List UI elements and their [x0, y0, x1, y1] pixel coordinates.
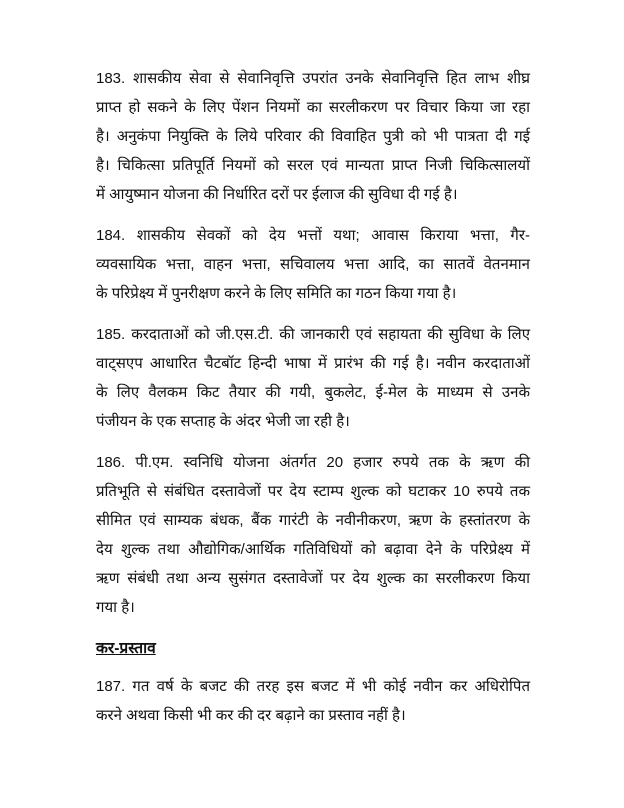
text-line: 186. पी.एम. स्वनिधि योजना अंतर्गत 20 हजार रुपये तक के ऋण की: [96, 454, 530, 471]
text-line: 185. करदाताओं को जी.एस.टी. की जानकारी एवं सहायता की सुविधा के लिए: [96, 326, 530, 343]
paragraph-185: [96, 320, 530, 436]
text-line: 187. गत वर्ष के बजट की तरह इस बजट में भी कोई नवीन कर अधिरोपित: [96, 678, 530, 695]
paragraphs: [96, 64, 530, 622]
text-line: प्रतिभूति से संबंधित दस्तावेजों पर देय स्टाम्प शुल्क को घटाकर 10 रुपये तक: [96, 483, 530, 500]
text-line: वाट्सएप आधारित चैटबॉट हिन्दी भाषा में प्रारंभ की गई है। नवीन करदाताओं: [96, 355, 530, 372]
text-line: सीमित एवं साम्यक बंधक, बैंक गारंटी के नवीनीकरण, ऋण के हस्तांतरण के: [96, 512, 530, 529]
text-line: ऋण संबंधी तथा अन्य सुसंगत दस्तावेजों पर देय शुल्क का सरलीकरण किया: [96, 570, 530, 587]
text-line: करने अथवा किसी भी कर की दर बढ़ाने का प्रस्ताव नहीं है।: [96, 707, 406, 724]
text-line: प्राप्त हो सकने के लिए पेंशन नियमों का सरलीकरण पर विचार किया जा रहा: [96, 99, 530, 116]
text-line: 183. शासकीय सेवा से सेवानिवृत्ति उपरांत उनके सेवानिवृत्ति हित लाभ शीघ्र: [96, 70, 530, 87]
text-line: पंजीयन के एक सप्ताह के अंदर भेजी जा रही है।: [96, 413, 350, 430]
text-line: गया है।: [96, 599, 135, 616]
text-line: में आयुष्मान योजना की निर्धारित दरों पर ईलाज की सुविधा दी गई है।: [96, 186, 458, 203]
text-line: देय शुल्क तथा औद्योगिक/आर्थिक गतिविधियों को बढ़ावा देने के परिप्रेक्ष्य में: [96, 541, 530, 558]
section-heading: कर-प्रस्ताव: [96, 640, 156, 657]
text-line: व्यवसायिक भत्ता, वाहन भत्ता, सचिवालय भत्ता आदि, का सातवें वेतनमान: [96, 256, 530, 273]
document-page: [96, 64, 530, 742]
text-line: के परिप्रेक्ष्य में पुनरीक्षण करने के लिए समिति का गठन किया गया है।: [96, 285, 457, 302]
paragraph-186: [96, 448, 530, 622]
section-paragraphs: [96, 672, 530, 730]
text-line: 184. शासकीय सेवकों को देय भत्तों यथा; आवास किराया भत्ता, गैर-: [96, 227, 530, 244]
paragraph-183: [96, 64, 530, 209]
paragraph-184: [96, 221, 530, 308]
text-line: है। चिकित्सा प्रतिपूर्ति नियमों को सरल एवं मान्यता प्राप्त निजी चिकित्सालयों: [96, 157, 530, 174]
paragraph-187: [96, 672, 530, 730]
text-line: है। अनुकंपा नियुक्ति के लिये परिवार की विवाहित पुत्री को भी पात्रता दी गई: [96, 128, 530, 145]
text-line: के लिए वैलकम किट तैयार की गयी, बुकलेट, ई-मेल के माध्यम से उनके: [96, 384, 530, 401]
